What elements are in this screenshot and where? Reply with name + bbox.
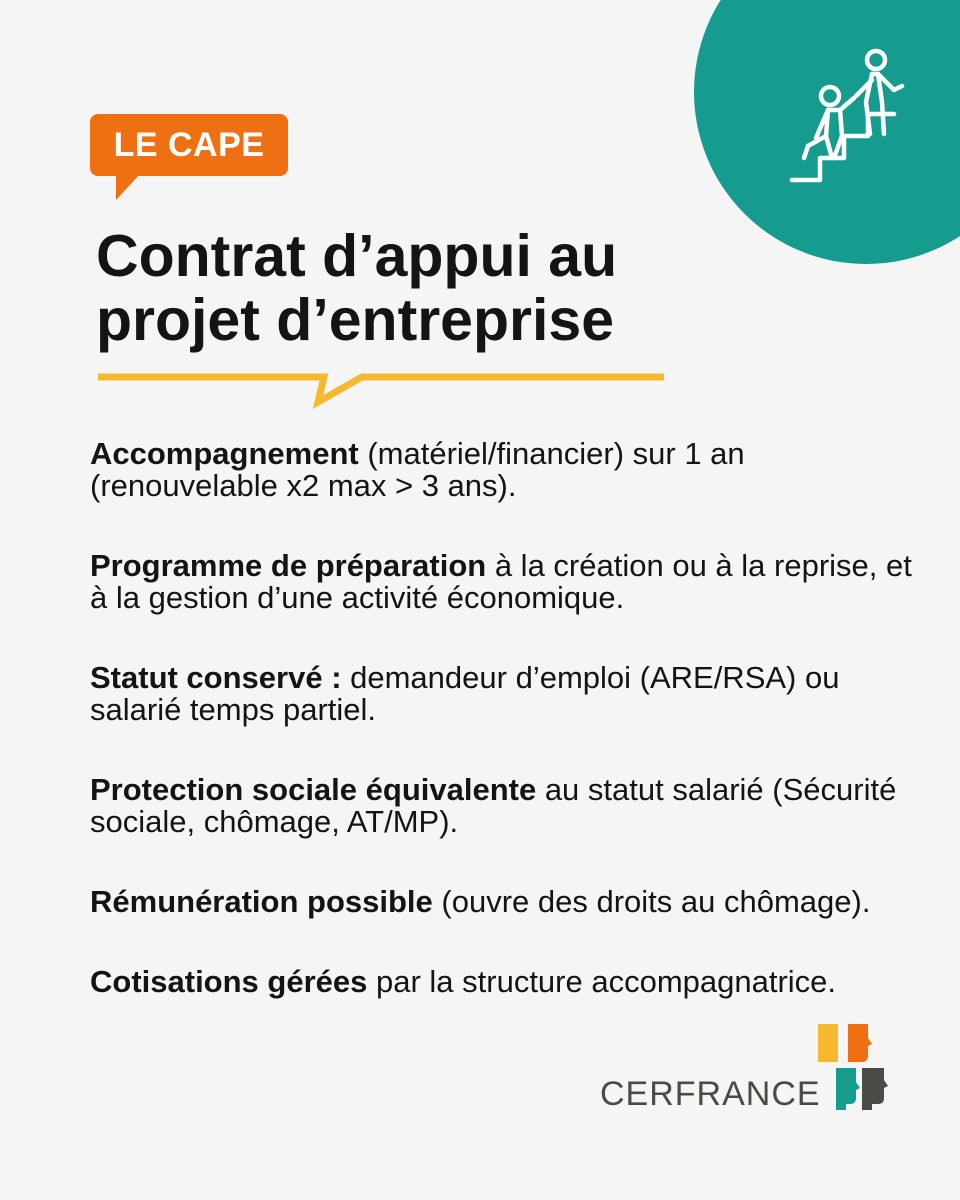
item-text: au statut salarié (Sécurité sociale, chômage, AT/MP). (90, 772, 897, 839)
item-text: (matériel/financier) sur 1 an (renouvelable x2 max > 3 ans). (90, 436, 745, 503)
page-title-line-2: projet d’entreprise (96, 287, 615, 353)
cerfrance-logo-mark-icon (816, 1024, 906, 1110)
section-badge: LE CAPE (90, 114, 288, 176)
title-speech-underline (98, 368, 668, 410)
item-highlight: Programme de préparation (90, 548, 487, 583)
badge-speech-tail (116, 174, 140, 200)
item-highlight: Protection sociale équivalente (90, 772, 537, 807)
page-title (96, 224, 716, 352)
item-highlight: Statut conservé : (90, 660, 342, 695)
page-title-line-1: Contrat d’appui au (96, 223, 618, 289)
item-text: demandeur d’emploi (ARE/RSA) ou salarié temps partiel. (90, 660, 840, 727)
item-text: à la création ou à la reprise, et à la gestion d’une activité économique. (90, 548, 912, 615)
list-item (90, 966, 920, 998)
list-item (90, 886, 920, 918)
cerfrance-logo (600, 1024, 910, 1113)
list-item (90, 550, 920, 614)
list-item (90, 438, 920, 502)
item-highlight: Rémunération possible (90, 884, 433, 919)
list-item (90, 662, 920, 726)
stairs-helping-hand-icon (786, 46, 912, 186)
benefits-list (90, 438, 920, 1046)
list-item (90, 774, 920, 838)
item-text: (ouvre des droits au chômage). (432, 884, 871, 919)
item-text: par la structure accompagnatrice. (367, 964, 837, 999)
logo-brand-text: CERFRANCE (600, 1075, 821, 1113)
item-highlight: Cotisations gérées (90, 964, 368, 999)
item-highlight: Accompagnement (90, 436, 359, 471)
